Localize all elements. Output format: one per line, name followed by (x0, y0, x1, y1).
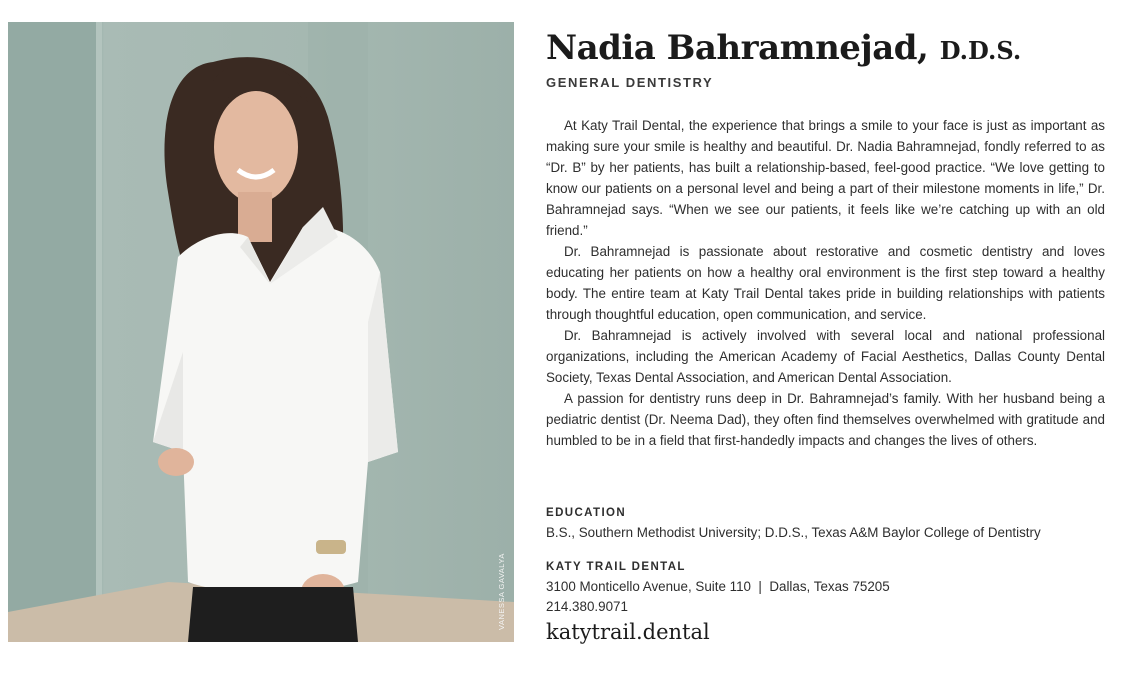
biography (546, 115, 1105, 451)
bio-paragraph: Dr. Bahramnejad is actively involved with several local and national professional organizations, including the American Academy of Facial Aesthetics, Dallas County Dental Society, Texas Dental Association, and American Dental Association. (546, 328, 1105, 385)
practice-address: 3100 Monticello Avenue, Suite 110 | Dallas, Texas 75205 (546, 579, 890, 594)
photo-credit: VANESSA GAVALYA (497, 553, 506, 630)
doctor-name-text: Nadia Bahramnejad, (546, 28, 929, 68)
education-text: B.S., Southern Methodist University; D.D.S., Texas A&M Baylor College of Dentistry (546, 525, 1041, 540)
portrait-illustration (8, 22, 514, 642)
practice-heading: KATY TRAIL DENTAL (546, 561, 686, 573)
website-link[interactable]: katytrail.dental (546, 620, 710, 644)
bio-paragraph: Dr. Bahramnejad is passionate about restorative and cosmetic dentistry and loves educating her patients on how a healthy oral environment is the first step toward a healthy body. The entire team at Katy Trail Dental takes pride in building relationships with patients through thoughtful education, open communication, and service. (546, 244, 1105, 322)
education-heading: EDUCATION (546, 507, 627, 519)
bio-paragraph: At Katy Trail Dental, the experience that brings a smile to your face is just as important as making sure your smile is healthy and beautiful. Dr. Nadia Bahramnejad, fondly referred to as “Dr. B” by her patients, has built a relationship-based, feel-good practice. “We love getting to know our patients on a personal level and being a part of their milestone moments in life,” Dr. Bahramnejad says. “When we see our patients, it feels like we’re catching up with an old friend.” (546, 118, 1105, 238)
practice-phone[interactable]: 214.380.9071 (546, 599, 628, 614)
doctor-credentials: D.D.S. (939, 36, 1022, 65)
doctor-name (546, 28, 1021, 68)
bio-paragraph: A passion for dentistry runs deep in Dr. Bahramnejad’s family. With her husband being a pediatric dentist (Dr. Neema Dad), they often find themselves overwhelmed with gratitude and humbled to be in a field that first-handedly impacts and changes the lives of others. (546, 391, 1105, 448)
portrait-photo (8, 22, 514, 642)
specialty-label: GENERAL DENTISTRY (546, 75, 714, 90)
